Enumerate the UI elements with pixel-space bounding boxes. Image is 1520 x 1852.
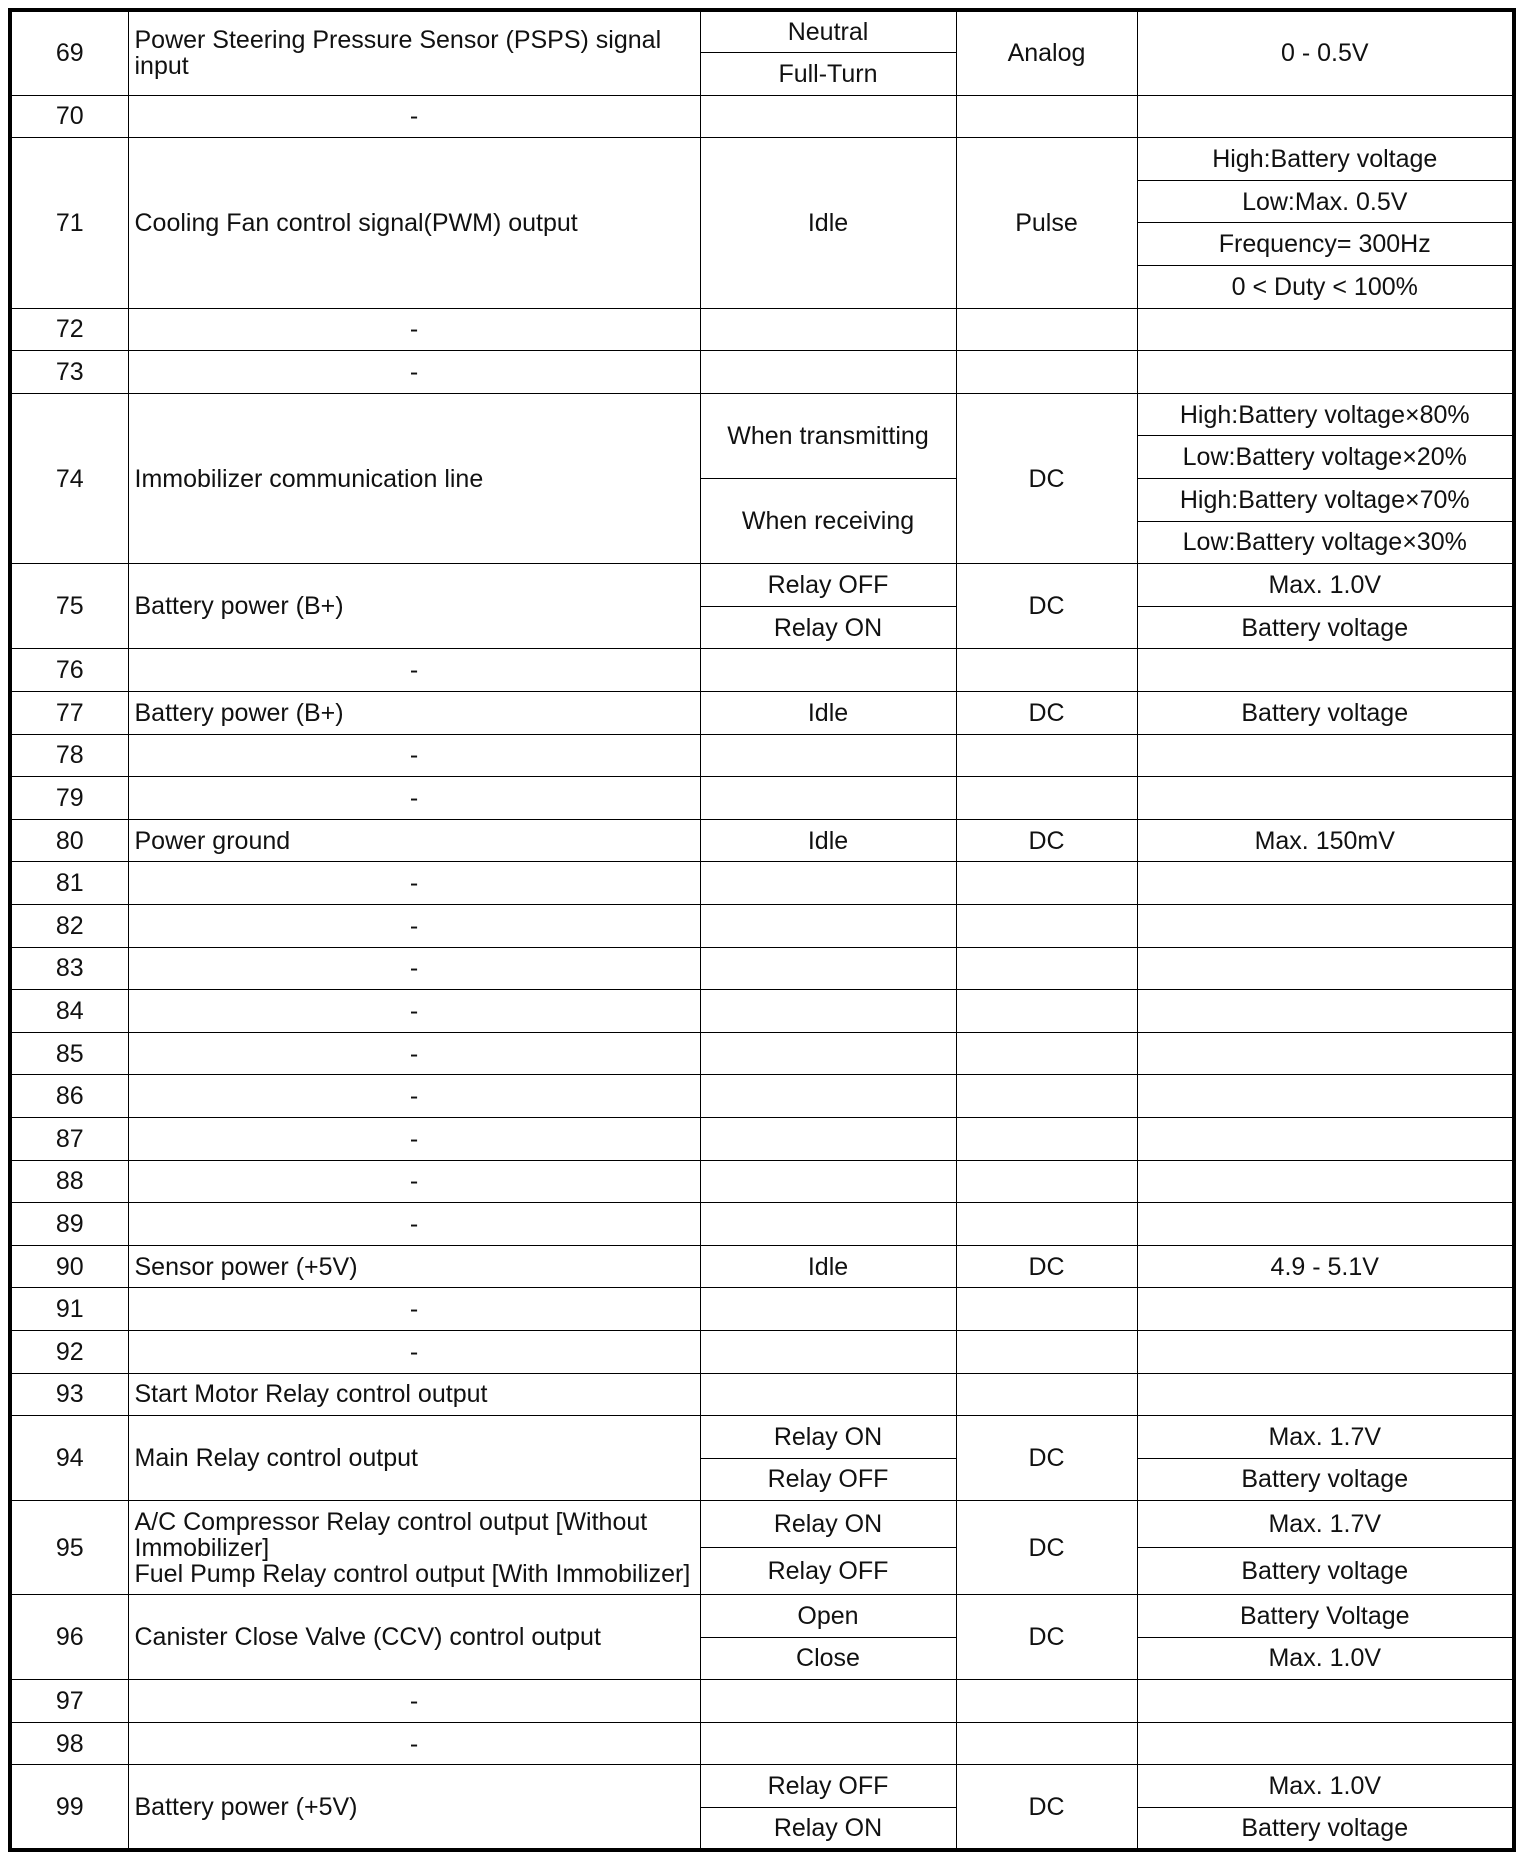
description-cell: -: [128, 1117, 700, 1160]
type-cell: [956, 1075, 1137, 1118]
condition-cell: Idle: [700, 819, 956, 862]
condition-cell: [700, 734, 956, 777]
value-cell: [1137, 862, 1514, 905]
condition-cell: Close: [700, 1637, 956, 1680]
pin-number-cell: 96: [10, 1595, 128, 1680]
pin-number-cell: 70: [10, 95, 128, 138]
pin-number-cell: 74: [10, 393, 128, 563]
pin-number-cell: 91: [10, 1288, 128, 1331]
condition-cell: [700, 904, 956, 947]
type-cell: [956, 947, 1137, 990]
condition-cell: Idle: [700, 138, 956, 308]
pin-number-cell: 93: [10, 1373, 128, 1416]
type-cell: DC: [956, 1765, 1137, 1850]
value-cell: High:Battery voltage: [1137, 138, 1514, 181]
table-row: [10, 1680, 1514, 1723]
description-cell: A/C Compressor Relay control output [Without Immobilizer] Fuel Pump Relay control output [With Immobilizer]: [128, 1501, 700, 1595]
table-row: [10, 1595, 1514, 1638]
value-cell: High:Battery voltage×80%: [1137, 393, 1514, 436]
type-cell: [956, 734, 1137, 777]
table-row: [10, 308, 1514, 351]
condition-cell: [700, 1288, 956, 1331]
value-cell: [1137, 649, 1514, 692]
value-cell: Max. 1.7V: [1137, 1416, 1514, 1459]
description-cell: -: [128, 862, 700, 905]
value-cell: [1137, 990, 1514, 1033]
type-cell: [956, 649, 1137, 692]
table-row: [10, 1245, 1514, 1288]
type-cell: [956, 308, 1137, 351]
type-cell: [956, 1288, 1137, 1331]
description-cell: -: [128, 351, 700, 394]
value-cell: Low:Battery voltage×30%: [1137, 521, 1514, 564]
condition-cell: Relay ON: [700, 606, 956, 649]
value-cell: [1137, 1680, 1514, 1723]
condition-cell: [700, 1722, 956, 1765]
pin-number-cell: 98: [10, 1722, 128, 1765]
description-cell: Battery power (B+): [128, 692, 700, 735]
table-row: [10, 1288, 1514, 1331]
condition-cell: Open: [700, 1595, 956, 1638]
table-row: [10, 1160, 1514, 1203]
table-row: [10, 990, 1514, 1033]
table-row: [10, 1203, 1514, 1246]
type-cell: [956, 1117, 1137, 1160]
condition-cell: Relay OFF: [700, 1548, 956, 1595]
condition-cell: [700, 1203, 956, 1246]
pin-number-cell: 81: [10, 862, 128, 905]
condition-cell: Idle: [700, 1245, 956, 1288]
condition-cell: Idle: [700, 692, 956, 735]
pin-number-cell: 95: [10, 1501, 128, 1595]
table-row: [10, 138, 1514, 181]
value-cell: Battery Voltage: [1137, 1595, 1514, 1638]
type-cell: [956, 1160, 1137, 1203]
type-cell: [956, 1032, 1137, 1075]
value-cell: [1137, 1722, 1514, 1765]
condition-cell: [700, 1075, 956, 1118]
pin-number-cell: 82: [10, 904, 128, 947]
pin-number-cell: 99: [10, 1765, 128, 1850]
pin-number-cell: 92: [10, 1330, 128, 1373]
table-row: [10, 1765, 1514, 1808]
value-cell: Battery voltage: [1137, 1548, 1514, 1595]
description-cell: Cooling Fan control signal(PWM) output: [128, 138, 700, 308]
condition-cell: Relay OFF: [700, 564, 956, 607]
type-cell: [956, 95, 1137, 138]
value-cell: Max. 1.0V: [1137, 564, 1514, 607]
table-row: [10, 1416, 1514, 1459]
table-row: [10, 95, 1514, 138]
condition-cell: [700, 1032, 956, 1075]
value-cell: [1137, 734, 1514, 777]
condition-cell: [700, 990, 956, 1033]
condition-cell: When transmitting: [700, 393, 956, 478]
condition-cell: [700, 308, 956, 351]
pin-number-cell: 73: [10, 351, 128, 394]
description-cell: Power Steering Pressure Sensor (PSPS) signal input: [128, 10, 700, 95]
description-cell: -: [128, 904, 700, 947]
table-row: [10, 819, 1514, 862]
description-cell: -: [128, 649, 700, 692]
pin-number-cell: 72: [10, 308, 128, 351]
pin-number-cell: 75: [10, 564, 128, 649]
condition-cell: [700, 862, 956, 905]
value-cell: Low:Max. 0.5V: [1137, 180, 1514, 223]
description-cell: -: [128, 1032, 700, 1075]
value-cell: Max. 1.7V: [1137, 1501, 1514, 1548]
pin-number-cell: 78: [10, 734, 128, 777]
value-cell: Battery voltage: [1137, 1458, 1514, 1501]
description-cell: Canister Close Valve (CCV) control output: [128, 1595, 700, 1680]
description-cell: -: [128, 1288, 700, 1331]
value-cell: [1137, 351, 1514, 394]
value-cell: 0 - 0.5V: [1137, 10, 1514, 95]
table-row: [10, 351, 1514, 394]
value-cell: [1137, 1373, 1514, 1416]
condition-cell: [700, 1117, 956, 1160]
type-cell: [956, 351, 1137, 394]
description-cell: -: [128, 1680, 700, 1723]
description-cell: -: [128, 1203, 700, 1246]
table-row: [10, 1117, 1514, 1160]
condition-cell: Full-Turn: [700, 53, 956, 96]
value-cell: [1137, 95, 1514, 138]
table-row: [10, 734, 1514, 777]
condition-cell: [700, 1680, 956, 1723]
type-cell: DC: [956, 393, 1137, 563]
type-cell: [956, 1203, 1137, 1246]
condition-cell: [700, 1160, 956, 1203]
pin-number-cell: 83: [10, 947, 128, 990]
value-cell: [1137, 1075, 1514, 1118]
pin-number-cell: 69: [10, 10, 128, 95]
condition-cell: When receiving: [700, 479, 956, 564]
value-cell: [1137, 1203, 1514, 1246]
condition-cell: Relay ON: [700, 1501, 956, 1548]
value-cell: Battery voltage: [1137, 692, 1514, 735]
pin-number-cell: 87: [10, 1117, 128, 1160]
value-cell: Battery voltage: [1137, 606, 1514, 649]
pin-voltage-table: [8, 8, 1516, 1852]
condition-cell: Relay ON: [700, 1807, 956, 1850]
description-cell: -: [128, 734, 700, 777]
description-cell: -: [128, 308, 700, 351]
table-row: [10, 1075, 1514, 1118]
description-cell: Battery power (+5V): [128, 1765, 700, 1850]
type-cell: [956, 1722, 1137, 1765]
value-cell: High:Battery voltage×70%: [1137, 479, 1514, 522]
value-cell: [1137, 308, 1514, 351]
type-cell: Pulse: [956, 138, 1137, 308]
table-row: [10, 1032, 1514, 1075]
condition-cell: [700, 1330, 956, 1373]
condition-cell: Relay ON: [700, 1416, 956, 1459]
value-cell: [1137, 1288, 1514, 1331]
description-cell: Battery power (B+): [128, 564, 700, 649]
pin-number-cell: 79: [10, 777, 128, 820]
condition-cell: [700, 777, 956, 820]
table-row: [10, 777, 1514, 820]
table-row: [10, 649, 1514, 692]
pin-number-cell: 76: [10, 649, 128, 692]
description-cell: -: [128, 95, 700, 138]
description-cell: Power ground: [128, 819, 700, 862]
type-cell: DC: [956, 1501, 1137, 1595]
type-cell: [956, 1373, 1137, 1416]
condition-cell: [700, 1373, 956, 1416]
pin-number-cell: 94: [10, 1416, 128, 1501]
table-row: [10, 862, 1514, 905]
type-cell: [956, 1330, 1137, 1373]
type-cell: [956, 777, 1137, 820]
value-cell: [1137, 1032, 1514, 1075]
value-cell: [1137, 1330, 1514, 1373]
condition-cell: Neutral: [700, 10, 956, 53]
pin-number-cell: 90: [10, 1245, 128, 1288]
table-row: [10, 1330, 1514, 1373]
type-cell: DC: [956, 564, 1137, 649]
condition-cell: [700, 649, 956, 692]
value-cell: 4.9 - 5.1V: [1137, 1245, 1514, 1288]
value-cell: [1137, 777, 1514, 820]
pin-number-cell: 86: [10, 1075, 128, 1118]
condition-cell: [700, 95, 956, 138]
table-row: [10, 692, 1514, 735]
value-cell: Max. 1.0V: [1137, 1765, 1514, 1808]
table-row: [10, 564, 1514, 607]
condition-cell: [700, 351, 956, 394]
description-cell: Start Motor Relay control output: [128, 1373, 700, 1416]
type-cell: [956, 904, 1137, 947]
description-cell: -: [128, 1330, 700, 1373]
table-row: [10, 1373, 1514, 1416]
value-cell: Battery voltage: [1137, 1807, 1514, 1850]
value-cell: [1137, 1117, 1514, 1160]
type-cell: DC: [956, 692, 1137, 735]
value-cell: Low:Battery voltage×20%: [1137, 436, 1514, 479]
description-cell: -: [128, 1722, 700, 1765]
pin-number-cell: 88: [10, 1160, 128, 1203]
value-cell: Max. 150mV: [1137, 819, 1514, 862]
condition-cell: Relay OFF: [700, 1458, 956, 1501]
description-cell: Sensor power (+5V): [128, 1245, 700, 1288]
table-row: [10, 904, 1514, 947]
pin-number-cell: 97: [10, 1680, 128, 1723]
description-cell: Immobilizer communication line: [128, 393, 700, 563]
description-cell: -: [128, 947, 700, 990]
value-cell: 0 < Duty < 100%: [1137, 266, 1514, 309]
table-row: [10, 10, 1514, 53]
description-cell: -: [128, 777, 700, 820]
table-row: [10, 393, 1514, 436]
description-cell: -: [128, 990, 700, 1033]
value-cell: [1137, 904, 1514, 947]
pin-number-cell: 89: [10, 1203, 128, 1246]
value-cell: Frequency= 300Hz: [1137, 223, 1514, 266]
description-cell: -: [128, 1160, 700, 1203]
value-cell: [1137, 1160, 1514, 1203]
table-row: [10, 947, 1514, 990]
value-cell: Max. 1.0V: [1137, 1637, 1514, 1680]
pin-number-cell: 85: [10, 1032, 128, 1075]
type-cell: DC: [956, 1416, 1137, 1501]
type-cell: DC: [956, 1595, 1137, 1680]
pin-number-cell: 71: [10, 138, 128, 308]
type-cell: DC: [956, 819, 1137, 862]
table-row: [10, 1722, 1514, 1765]
value-cell: [1137, 947, 1514, 990]
type-cell: [956, 990, 1137, 1033]
type-cell: DC: [956, 1245, 1137, 1288]
condition-cell: [700, 947, 956, 990]
condition-cell: Relay OFF: [700, 1765, 956, 1808]
type-cell: Analog: [956, 10, 1137, 95]
type-cell: [956, 862, 1137, 905]
pin-number-cell: 80: [10, 819, 128, 862]
description-cell: -: [128, 1075, 700, 1118]
pin-number-cell: 77: [10, 692, 128, 735]
description-cell: Main Relay control output: [128, 1416, 700, 1501]
type-cell: [956, 1680, 1137, 1723]
pin-number-cell: 84: [10, 990, 128, 1033]
table-row: [10, 1501, 1514, 1548]
